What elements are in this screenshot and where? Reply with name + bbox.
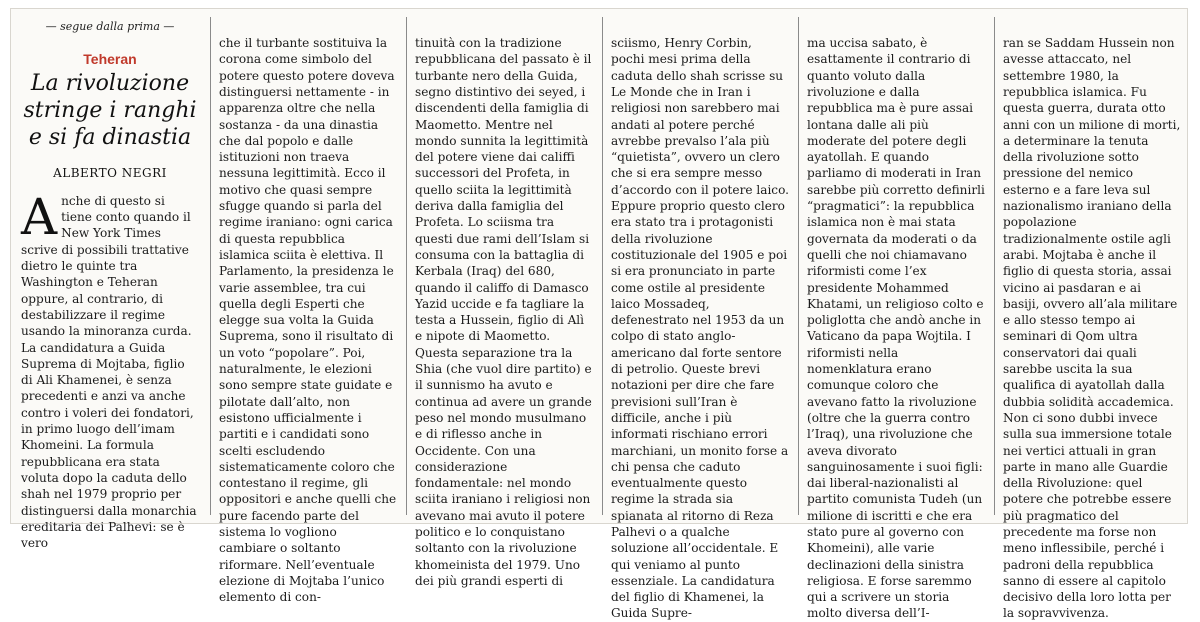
column-rule xyxy=(602,17,603,515)
column-1-text: La candidatura a Guida Suprema di Mojtaba, figlio di Ali Khamenei, è senza precedenti e anzi va anche contro i voleri dei fondatori, in primo luogo dell’imam Khomeini. La formula repubblicana era stata voluta dopo la caduta dello shah nel 1979 proprio per distinguersi dalla monarchia ereditaria dei Palhevi: se è vero xyxy=(21,340,197,551)
column-rule xyxy=(210,17,211,515)
article-column-1 xyxy=(21,9,199,551)
byline: ALBERTO NEGRI xyxy=(53,165,167,180)
lead-paragraph xyxy=(21,187,199,340)
article-column-5: ma uccisa sabato, è esattamente il contrario di quanto voluto dalla rivoluzione e dalla repubblica ma è pure assai lontana dalle ali più moderate del potere degli ayatollah. E quando parliamo di moderati in Iran sarebbe più corretto definirli “pragmatici”: la repubblica islamica non è mai stata governata da moderati o da quelli che noi chiamavano riformisti come l’ex presidente Mohammed Khatami, un religioso colto e poliglotta che andò anche in Vaticano da papa Wojtila. I riformisti nella nomenklatura erano comunque coloro che avevano fatto la rivoluzione (oltre che la guerra contro l’Iraq), una rivoluzione che aveva divorato sanguinosamente i suoi figli: dai liberal-nazionalisti al partito comunista Tudeh (un milione di iscritti e che era stato pure al governo con Khomeini), alle varie declinazioni della sinistra religiosa. E forse saremmo qui a scrivere un storia molto diversa dell’I- xyxy=(807,36,985,621)
headline: La rivoluzione stringe i ranghi e si fa dinastia xyxy=(23,70,197,150)
newspaper-page xyxy=(10,8,1188,621)
segue-label: — segue dalla prima — xyxy=(45,20,175,33)
article-column-4: sciismo, Henry Corbin, pochi mesi prima della caduta dello shah scrisse su Le Monde che in Iran i religiosi non sarebbero mai andati al potere perché avrebbe prevalso l’ala più “quietista”, ovvero un clero che si era sempre messo d’accordo con il potere laico. Eppure proprio questo clero era stato tra i protagonisti della rivoluzione costituzionale del 1905 e poi si era pronunciato in parte come ostile al presidente laico Mossadeq, defenestrato nel 1953 da un colpo di stato anglo-americano dal forte sentore di petrolio. Queste brevi notazioni per dire che fare previsioni sull’Iran è difficile, anche i più informati rischiano errori marchiani, un monito forse a chi pensa che caduto eventualmente questo regime la strada sia spianata al ritorno di Reza Palhevi o a qualche soluzione all’occidentale. E qui veniamo al punto essenziale. La candidatura del figlio di Khamenei, la Guida Supre- xyxy=(611,36,789,621)
column-rule xyxy=(406,17,407,515)
article-column-2: che il turbante sostituiva la corona come simbolo del potere questo potere doveva distinguersi nettamente - in apparenza oltre che nella sostanza - da una dinastia che dal popolo e dalle istituzioni non traeva nessuna legittimità. Ecco il motivo che quasi sempre sfugge quando si parla del regime iraniano: ogni carica di questa repubblica islamica sciita è elettiva. Il Parlamento, la presidenza le varie assemblee, tra cui quella degli Esperti che elegge sua volta la Guida Suprema, sono il risultato di un voto “popolare”. Poi, naturalmente, le elezioni sono sempre state guidate e pilotate dall’alto, non esistono ufficialmente i partiti e i candidati sono scelti escludendo sistematicamente coloro che contestano il regime, gli oppositori e anche quelli che pure facendo parte del sistema lo vogliono cambiare o soltanto riformare. Nell’eventuale elezione di Mojtaba l’unico elemento di con- xyxy=(219,36,397,605)
article-column-3: tinuità con la tradizione repubblicana del passato è il turbante nero della Guida, segno distintivo dei seyed, i discendenti della famiglia di Maometto. Mentre nel mondo sunnita la legittimità del potere viene dai califfi successori del Profeta, in quello sciita la legittimità deriva dalla famiglia del Profeta. Lo sciisma tra questi due rami dell’Islam si consuma con la battaglia di Kerbala (Iraq) del 680, quando il califfo di Damasco Yazid uccide e fa tagliare la testa a Hussein, figlio di Alì e nipote di Maometto. Questa separazione tra la Shia (che vuol dire partito) e il sunnismo ha avuto e continua ad avere un grande peso nel mondo musulmano e di riflesso anche in Occidente. Con una considerazione fondamentale: nel mondo sciita iraniano i religiosi non avevano mai avuto il potere politico e lo conquistano soltanto con la rivoluzione khomeinista del 1979. Uno dei più grandi esperti di xyxy=(415,36,592,588)
article-column-6: ran se Saddam Hussein non avesse attaccato, nel settembre 1980, la repubblica islamica. Fu questa guerra, durata otto anni con un milione di morti, a determinare la tenuta della rivoluzione sotto pressione del nemico esterno e a fare leva sul nazionalismo iraniano della popolazione tradizionalmente ostile agli arabi. Mojtaba è anche il figlio di questa storia, assai vicino ai pasdaran e ai basiji, ovvero all’ala militare e allo stesso tempo ai seminari di Qom ultra conservatori dai quali sarebbe uscita la sua qualifica di ayatollah dalla dubbia solidità accademica. Non ci sono dubbi invece sulla sua immersione totale nei vertici attuali in gran parte in mano alle Guardie della Rivoluzione: quel potere che potrebbe essere più pragmatico del precedente ma forse non meno inflessibile, perché i padroni della repubblica sanno di essere al capitolo decisivo della loro lotta per la sopravvivenza. xyxy=(1003,36,1181,621)
column-rule xyxy=(994,17,995,515)
lead-text: nche di questo si tiene conto quando il New York Times scrive di possibili trattative dietro le quinte tra Washington e Teheran oppure, al contrario, di destabilizzare il regime usando la minoranza curda. xyxy=(21,193,192,339)
column-rule xyxy=(798,17,799,515)
drop-cap: A xyxy=(21,187,58,246)
kicker: Teheran xyxy=(83,51,137,68)
